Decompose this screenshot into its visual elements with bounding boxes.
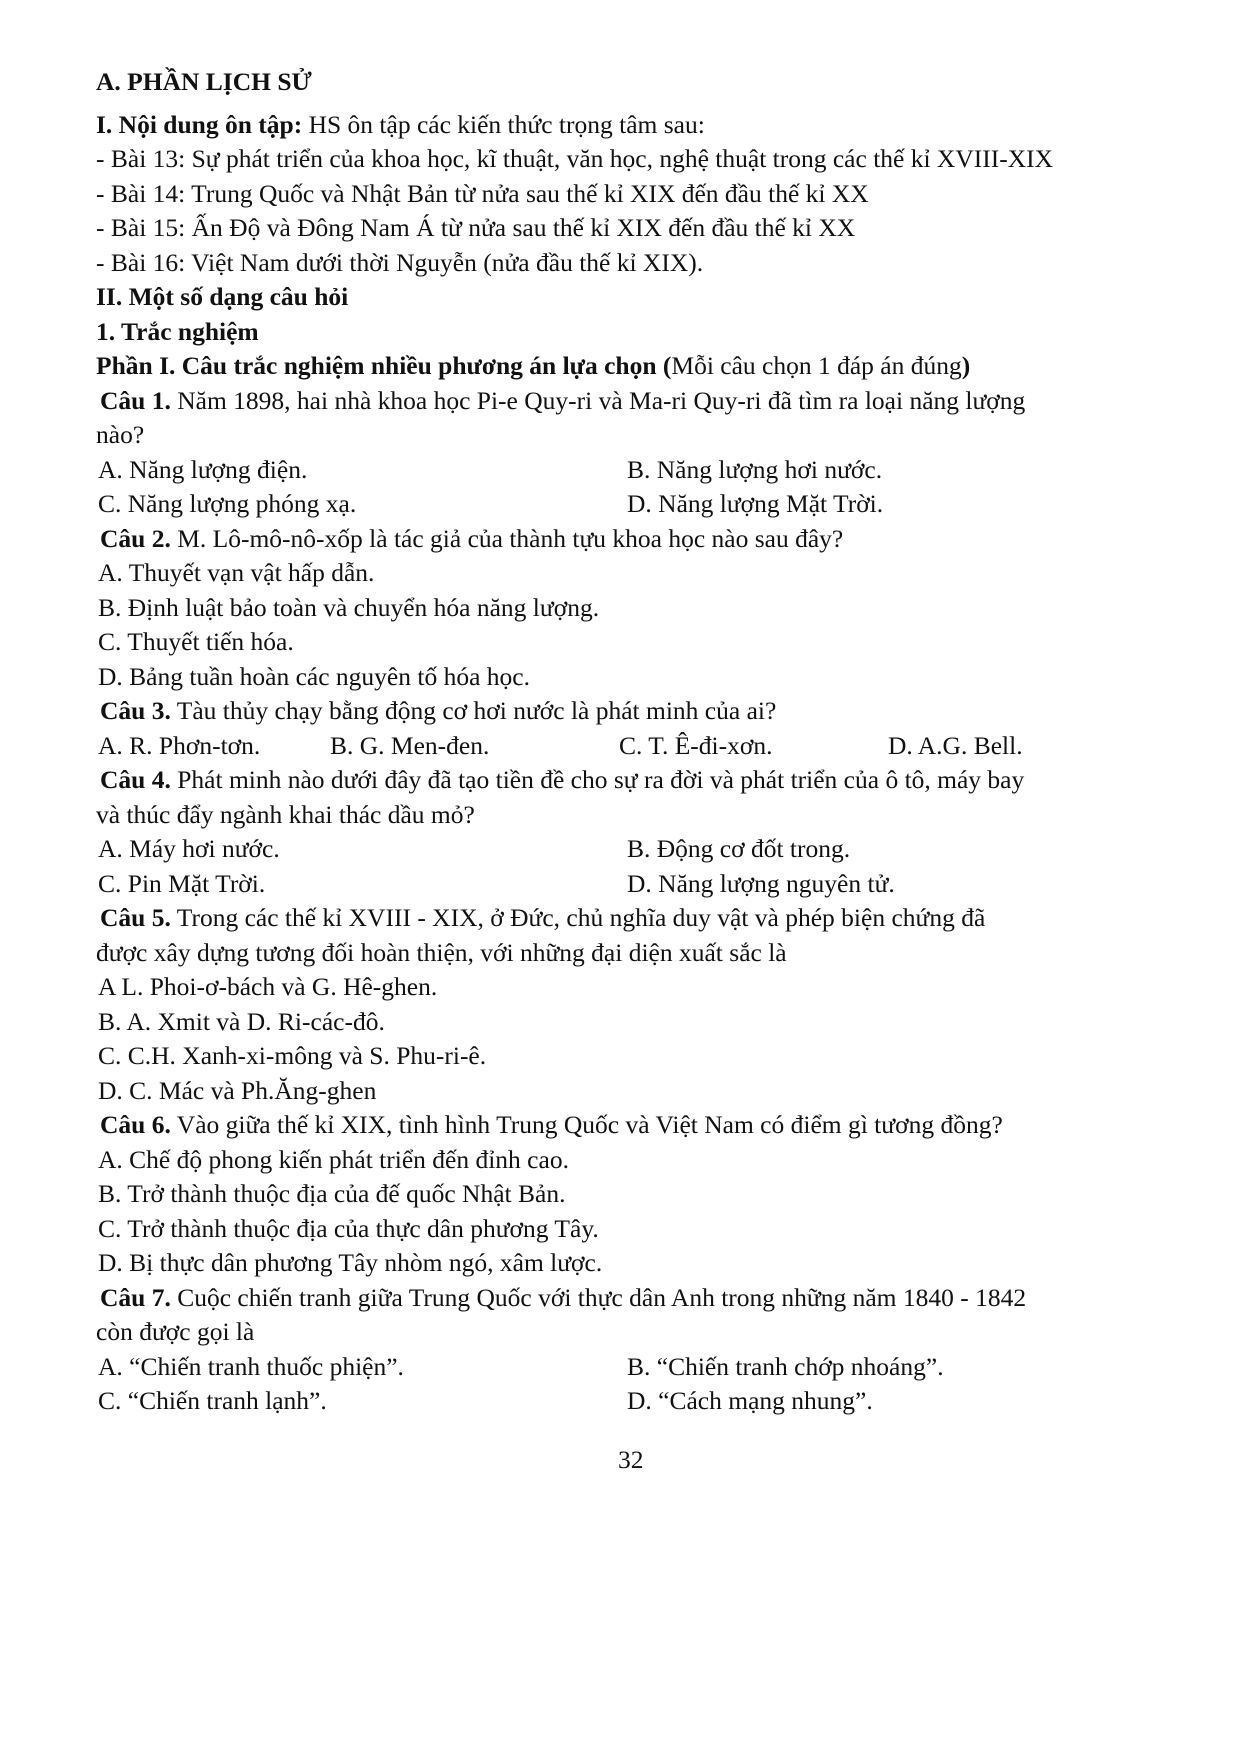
- part-1-paren: (: [656, 351, 672, 380]
- question-text: Cuộc chiến tranh giữa Trung Quốc với thực dân Anh trong những năm 1840 - 1842: [170, 1283, 1027, 1312]
- question-3-stem: [100, 693, 776, 729]
- question-label: Câu 5.: [100, 903, 171, 932]
- option-d: D. Bảng tuần hoàn các nguyên tố hóa học.: [98, 662, 530, 691]
- question-label: Câu 2.: [100, 524, 171, 553]
- question-text: Năm 1898, hai nhà khoa học Pi-e Quy-ri và Ma-ri Quy-ri đã tìm ra loại năng lượng: [170, 386, 1026, 415]
- option-b: B. G. Men-đen.: [330, 731, 490, 760]
- lesson-text: - Bài 15: Ấn Độ và Đông Nam Á từ nửa sau thế kỉ XIX đến đầu thế kỉ XX: [96, 213, 856, 242]
- option-a: A. Chế độ phong kiến phát triển đến đỉnh cao.: [98, 1145, 569, 1174]
- question-label: Câu 6.: [100, 1110, 171, 1139]
- option-c: C. C.H. Xanh-xi-mông và S. Phu-ri-ê.: [98, 1041, 487, 1070]
- option-c: C. Thuyết tiến hóa.: [98, 627, 294, 656]
- content-text: HS ôn tập các kiến thức trọng tâm sau:: [302, 110, 705, 139]
- question-label: Câu 3.: [100, 696, 171, 725]
- heading-text: A. PHẦN LỊCH SỬ: [96, 67, 312, 96]
- option-c: C. Năng lượng phóng xạ.: [98, 489, 357, 518]
- question-4-stem: [100, 762, 1024, 798]
- option-d: D. Bị thực dân phương Tây nhòm ngó, xâm lược.: [98, 1248, 603, 1277]
- option-a: A. Thuyết vạn vật hấp dẫn.: [98, 558, 375, 587]
- option-b: B. Động cơ đốt trong.: [627, 834, 851, 863]
- question-1-stem: [100, 383, 1025, 419]
- question-text: M. Lô-mô-nô-xốp là tác giả của thành tựu khoa học nào sau đây?: [170, 524, 844, 553]
- question-text: Phát minh nào dưới đây đã tạo tiền đề cho sự ra đời và phát triển của ô tô, máy bay: [170, 765, 1025, 794]
- section-2-text: II. Một số dạng câu hỏi: [96, 282, 349, 311]
- option-c: C. “Chiến tranh lạnh”.: [98, 1386, 327, 1415]
- part-1-paren: ): [961, 351, 971, 380]
- question-7-stem: [100, 1280, 1026, 1316]
- option-b: B. Trở thành thuộc địa của đế quốc Nhật Bản.: [98, 1179, 566, 1208]
- option-d: D. “Cách mạng nhung”.: [627, 1386, 873, 1415]
- option-d: D. A.G. Bell.: [888, 731, 1023, 760]
- question-text: Trong các thế kỉ XVIII - XIX, ở Đức, chủ nghĩa duy vật và phép biện chứng đã: [170, 903, 986, 932]
- lesson-text: - Bài 16: Việt Nam dưới thời Nguyễn (nửa đầu thế kỉ XIX).: [96, 248, 704, 277]
- lesson-text: - Bài 13: Sự phát triển của khoa học, kĩ thuật, văn học, nghệ thuật trong các thế kỉ XVIII-XIX: [96, 144, 1054, 173]
- part-1-note: Mỗi câu chọn 1 đáp án đúng: [671, 351, 962, 380]
- question-text: Tàu thủy chạy bằng động cơ hơi nước là phát minh của ai?: [170, 696, 777, 725]
- question-6-stem: [100, 1107, 1003, 1143]
- question-label: Câu 7.: [100, 1283, 171, 1312]
- question-text: và thúc đẩy ngành khai thác dầu mỏ?: [96, 800, 475, 829]
- content-label: I. Nội dung ôn tập:: [96, 110, 303, 139]
- option-d: D. C. Mác và Ph.Ăng-ghen: [98, 1076, 377, 1105]
- option-d: D. Năng lượng nguyên tử.: [627, 869, 895, 898]
- part-1-bold: Phần I. Câu trắc nghiệm nhiều phương án lựa chọn: [96, 351, 657, 380]
- question-label: Câu 4.: [100, 765, 171, 794]
- option-b: B. Định luật bảo toàn và chuyển hóa năng lượng.: [98, 593, 600, 622]
- question-2-stem: [100, 521, 843, 557]
- question-text: Vào giữa thế kỉ XIX, tình hình Trung Quốc và Việt Nam có điểm gì tương đồng?: [170, 1110, 1003, 1139]
- option-c: C. Trở thành thuộc địa của thực dân phương Tây.: [98, 1214, 599, 1243]
- option-a: A L. Phoi-ơ-bách và G. Hê-ghen.: [98, 972, 438, 1001]
- content-intro: [96, 107, 705, 143]
- question-5-stem: [100, 900, 985, 936]
- question-text: nào?: [96, 420, 145, 449]
- option-a: A. “Chiến tranh thuốc phiện”.: [98, 1352, 404, 1381]
- question-text: còn được gọi là: [96, 1317, 255, 1346]
- option-a: A. Năng lượng điện.: [98, 455, 308, 484]
- question-text: được xây dựng tương đối hoàn thiện, với những đại diện xuất sắc là: [96, 938, 787, 967]
- lesson-text: - Bài 14: Trung Quốc và Nhật Bản từ nửa sau thế kỉ XIX đến đầu thế kỉ XX: [96, 179, 869, 208]
- part-1-text: [96, 348, 970, 384]
- question-label: Câu 1.: [100, 386, 171, 415]
- option-b: B. “Chiến tranh chớp nhoáng”.: [627, 1352, 944, 1381]
- option-c: C. T. Ê-đi-xơn.: [619, 731, 773, 760]
- option-b: B. A. Xmit và D. Ri-các-đô.: [98, 1007, 385, 1036]
- option-c: C. Pin Mặt Trời.: [98, 869, 266, 898]
- option-a: A. Máy hơi nước.: [98, 834, 280, 863]
- option-a: A. R. Phơn-tơn.: [98, 731, 261, 760]
- option-b: B. Năng lượng hơi nước.: [627, 455, 883, 484]
- option-d: D. Năng lượng Mặt Trời.: [627, 489, 884, 518]
- subsection-1-text: 1. Trắc nghiệm: [96, 317, 259, 346]
- page-number: 32: [618, 1445, 644, 1474]
